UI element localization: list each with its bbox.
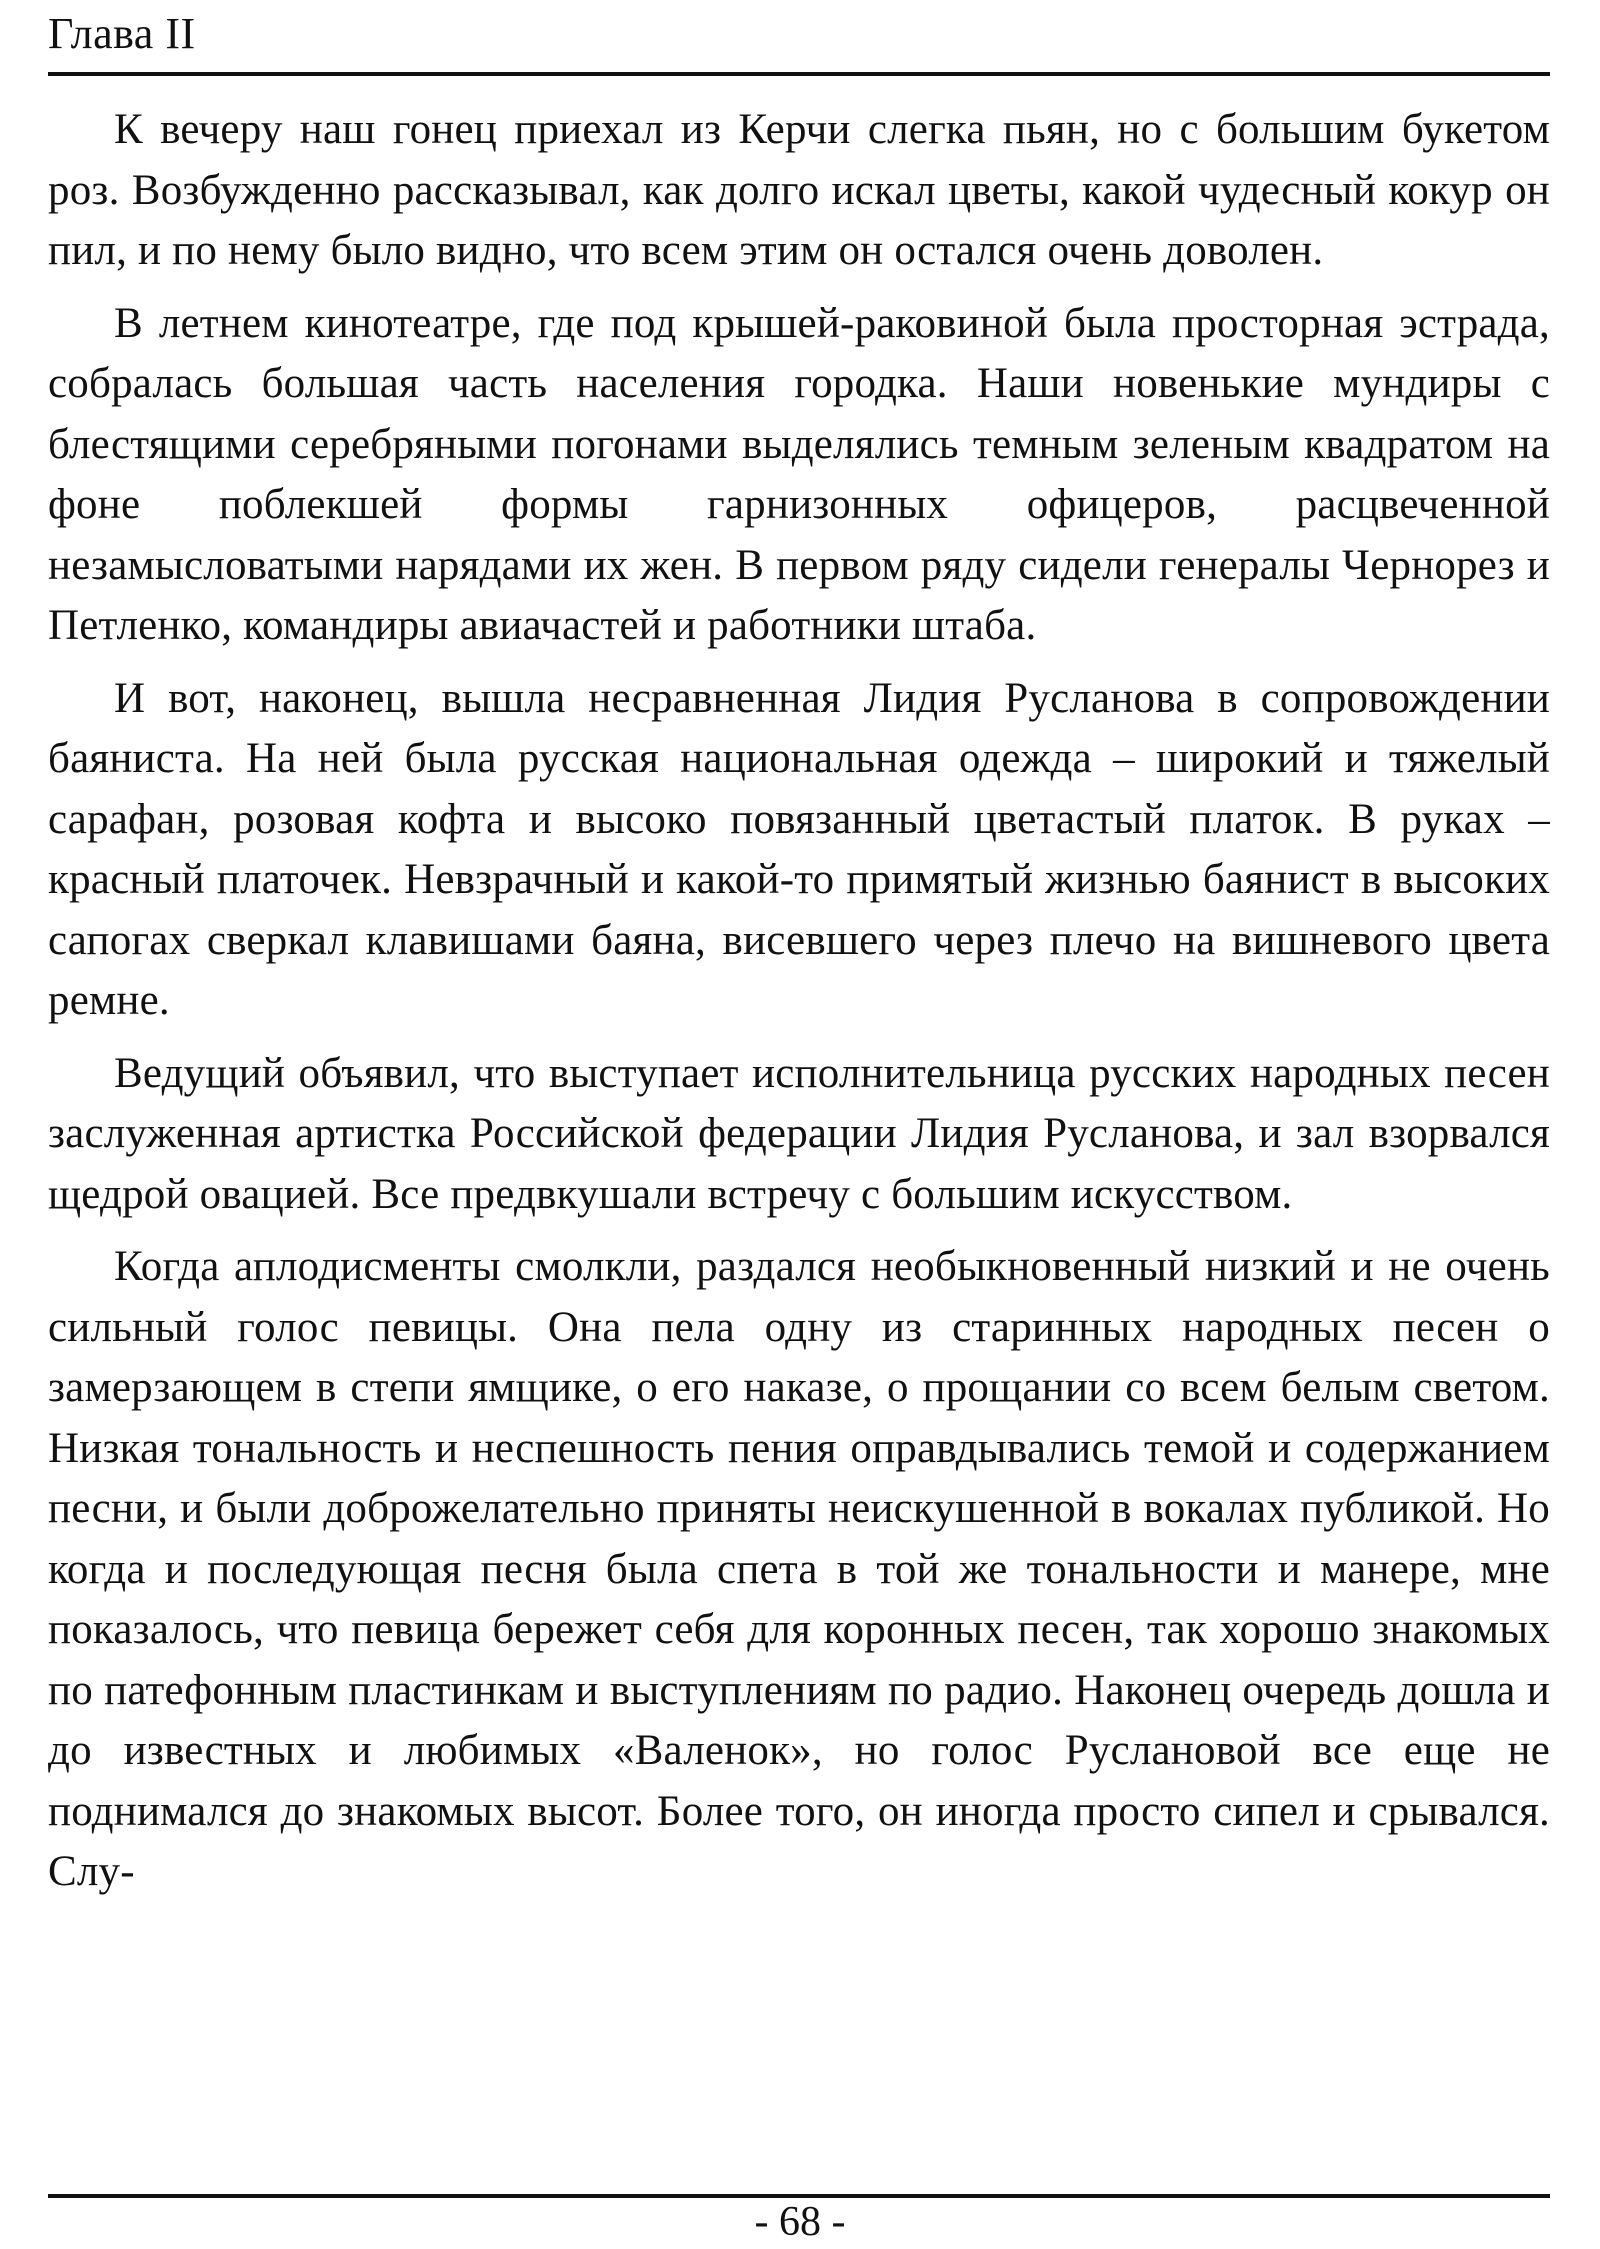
paragraph: В летнем кинотеатре, где под крышей-раковиной была просторная эстрада, собралась большая часть населения городка. Наши новенькие мундиры с блестящими серебряными погонами выделялись темным зеленым квадратом на фоне поблекшей формы гарнизонных офицеров, расцвеченной незамысловатыми нарядами их жен. В первом ряду сидели генералы Чернорез и Петленко, командиры авиачастей и работники штаба. [48,299,1550,649]
page-number: - 68 - [754,2199,846,2245]
paragraph: Ведущий объявил, что выступает исполнительница русских народных песен заслуженная артистка Российской федерации Лидия Русланова, и зал взорвался щедрой овацией. Все предвкушали встречу с большим искусством. [48,1049,1550,1218]
header-divider [48,72,1550,76]
paragraph: Когда аплодисменты смолкли, раздался необыкновенный низкий и не очень сильный голос певицы. Она пела одну из старинных народных песен о замерзающем в степи ямщике, о его наказе, о прощании со всем белым светом. Низкая тональность и неспешность пения оправдывались темой и содержанием песни, и были доброжелательно приняты неискушенной в вокалах публикой. Но когда и последующая песня была спета в той же тональности и манере, мне показалось, что певица бережет себя для коронных песен, так хорошо знакомых по патефонным пластинкам и выступлениям по радио. Наконец очередь дошла и до известных и любимых «Валенок», но голос Руслановой все еще не поднимался до знакомых высот. Более того, он иногда просто сипел и срывался. Слу- [48,1243,1550,1895]
chapter-header: Глава II [48,9,196,58]
paragraph: И вот, наконец, вышла несравненная Лидия Русланова в сопровождении баяниста. На ней была русская национальная одежда – широкий и тяжелый сарафан, розовая кофта и высоко повязанный цветастый платок. В руках – красный платочек. Невзрачный и какой-то примятый жизнью баянист в высоких сапогах сверкал клавишами баяна, висевшего через плечо на вишневого цвета ремне. [48,674,1550,1024]
paragraph: К вечеру наш гонец приехал из Керчи слегка пьян, но с большим букетом роз. Возбужденно рассказывал, как долго искал цветы, какой чудесный кокур он пил, и по нему было видно, что всем этим он остался очень доволен. [48,106,1550,274]
page-body [48,100,1550,1915]
